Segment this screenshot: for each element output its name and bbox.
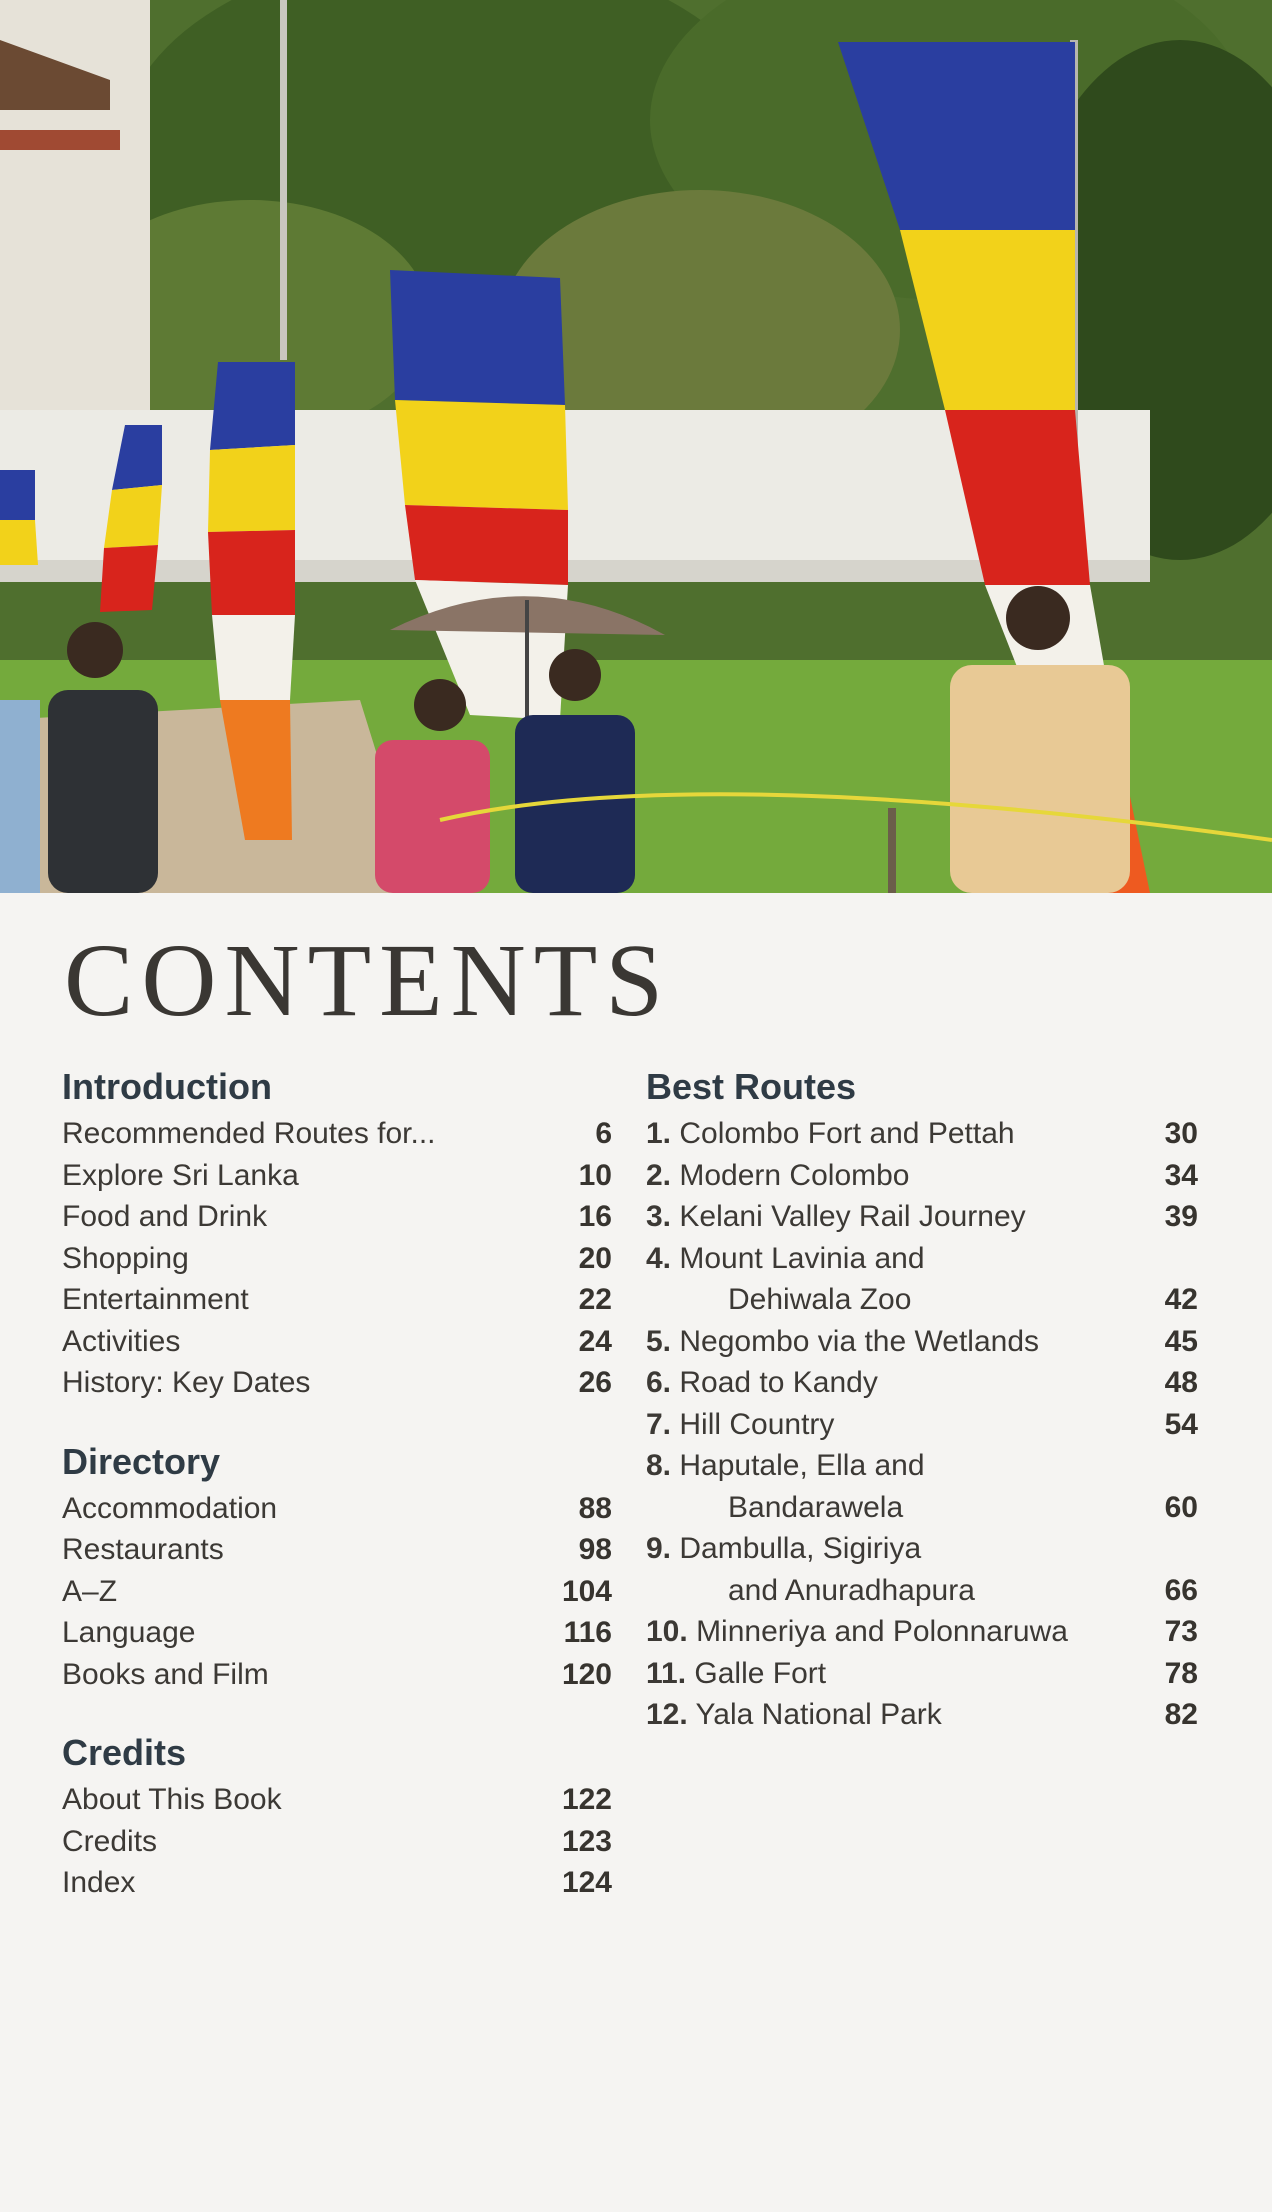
route-number: 4. <box>646 1241 672 1275</box>
toc-entry-page: 26 <box>578 1366 612 1399</box>
toc-entry-label: Shopping <box>62 1241 189 1275</box>
route-entry-label <box>646 1445 925 1528</box>
section-heading: Best Routes <box>646 1066 857 1107</box>
toc-entry[interactable] <box>62 1529 612 1571</box>
temple-flags-scene <box>0 0 1272 893</box>
route-page: 39 <box>1164 1200 1198 1233</box>
toc-entry[interactable] <box>62 1654 612 1696</box>
toc-entry-page: 98 <box>578 1533 612 1566</box>
toc-entry[interactable] <box>62 1196 612 1238</box>
toc-entry[interactable] <box>62 1155 612 1197</box>
route-entry[interactable] <box>646 1113 1198 1155</box>
contents-page <box>0 893 1272 2212</box>
route-entry-label <box>646 1362 878 1404</box>
section-credits <box>62 1731 612 1904</box>
toc-entry-label: Accommodation <box>62 1491 278 1525</box>
route-number: 7. <box>646 1407 672 1441</box>
cover-photo <box>0 0 1272 893</box>
route-number: 1. <box>646 1117 672 1150</box>
toc-entry-label: About This Book <box>62 1783 282 1816</box>
route-entry[interactable] <box>646 1362 1198 1404</box>
toc-entry[interactable] <box>62 1279 612 1321</box>
route-entry-label <box>646 1155 910 1197</box>
toc-entry[interactable] <box>62 1488 612 1530</box>
route-entry[interactable] <box>646 1196 1198 1238</box>
route-entry[interactable] <box>646 1404 1198 1446</box>
route-number: 6. <box>646 1366 672 1399</box>
route-title-continued: and Anuradhapura <box>728 1573 975 1607</box>
toc-entry[interactable] <box>62 1238 612 1280</box>
route-page: 48 <box>1164 1366 1198 1399</box>
route-page: 34 <box>1164 1158 1198 1192</box>
route-entry-label <box>646 1653 826 1695</box>
toc-entry[interactable] <box>62 1321 612 1363</box>
route-entry-label <box>646 1404 834 1446</box>
toc-entry-label: Entertainment <box>62 1283 249 1316</box>
toc-entry-label: A–Z <box>62 1574 118 1608</box>
route-title: Modern Colombo <box>679 1158 910 1192</box>
route-title: Kelani Valley Rail Journey <box>679 1200 1026 1233</box>
toc-entry[interactable] <box>62 1113 612 1155</box>
route-page: 42 <box>1164 1283 1198 1316</box>
left-column <box>62 1065 612 1940</box>
route-title: Dambulla, Sigiriya <box>679 1532 922 1565</box>
toc-entry[interactable] <box>62 1821 612 1863</box>
toc-entry-label: Books and Film <box>62 1657 269 1691</box>
toc-entry-page: 20 <box>578 1241 612 1275</box>
route-entry-label <box>646 1528 975 1611</box>
toc-entry-label: History: Key Dates <box>62 1366 311 1399</box>
route-entry-label <box>646 1238 925 1321</box>
route-entry-label <box>646 1321 1039 1363</box>
toc-entry-label: Activities <box>62 1324 181 1358</box>
toc-entry-page: 123 <box>561 1824 612 1858</box>
toc-entry-page: 10 <box>578 1158 612 1192</box>
toc-entry-page: 124 <box>561 1866 612 1899</box>
route-number: 10. <box>646 1615 688 1648</box>
route-entry[interactable] <box>646 1653 1198 1695</box>
route-entry-label <box>646 1196 1026 1238</box>
section-directory <box>62 1440 612 1696</box>
route-entry[interactable] <box>646 1694 1198 1736</box>
route-number: 2. <box>646 1158 672 1192</box>
route-page: 78 <box>1164 1656 1198 1690</box>
section-heading: Directory <box>62 1440 221 1482</box>
route-entry[interactable] <box>646 1611 1198 1653</box>
toc-entry[interactable] <box>62 1779 612 1821</box>
route-entry[interactable] <box>646 1528 1198 1611</box>
route-title: Road to Kandy <box>679 1366 878 1399</box>
route-entry-label <box>646 1694 942 1736</box>
toc-entry-label: Language <box>62 1616 196 1649</box>
route-number: 5. <box>646 1324 672 1358</box>
route-number: 11. <box>646 1656 687 1690</box>
route-title-continued: Dehiwala Zoo <box>728 1283 912 1316</box>
toc-entry[interactable] <box>62 1362 612 1404</box>
route-title: Hill Country <box>679 1407 835 1441</box>
route-entry[interactable] <box>646 1445 1198 1528</box>
route-page: 30 <box>1164 1117 1198 1150</box>
toc-entry-label: Credits <box>62 1824 158 1858</box>
section-introduction <box>62 1065 612 1404</box>
toc-entry-page: 104 <box>561 1574 612 1608</box>
route-page: 45 <box>1164 1324 1198 1358</box>
toc-entry-label: Index <box>62 1866 136 1899</box>
route-title-continued: Bandarawela <box>728 1490 904 1524</box>
page-title: CONTENTS <box>64 923 672 1038</box>
route-page: 73 <box>1164 1615 1198 1648</box>
route-number: 3. <box>646 1200 672 1233</box>
route-entry[interactable] <box>646 1155 1198 1197</box>
route-title: Yala National Park <box>695 1698 942 1731</box>
toc-entry-page: 16 <box>578 1200 612 1233</box>
toc-entry-page: 122 <box>561 1783 612 1816</box>
toc-entry[interactable] <box>62 1571 612 1613</box>
route-title: Minneriya and Polonnaruwa <box>696 1615 1068 1648</box>
toc-entry-page: 116 <box>563 1616 612 1649</box>
route-page: 66 <box>1164 1573 1198 1607</box>
route-page: 54 <box>1164 1407 1198 1441</box>
toc-entry[interactable] <box>62 1612 612 1654</box>
section-heading: Introduction <box>62 1066 272 1107</box>
route-number: 9. <box>646 1532 672 1565</box>
route-entry-label <box>646 1113 1015 1155</box>
toc-entry-label: Explore Sri Lanka <box>62 1158 299 1192</box>
route-number: 8. <box>646 1449 672 1482</box>
route-title: Colombo Fort and Pettah <box>679 1117 1015 1150</box>
toc-entry-page: 88 <box>578 1491 612 1525</box>
toc-entry-label: Restaurants <box>62 1533 224 1566</box>
route-page: 60 <box>1164 1490 1198 1524</box>
route-title: Mount Lavinia and <box>679 1241 925 1275</box>
toc-entry-page: 6 <box>595 1117 612 1150</box>
toc-entry[interactable] <box>62 1862 612 1904</box>
route-entry-label <box>646 1611 1068 1653</box>
toc-entry-page: 120 <box>561 1657 612 1691</box>
toc-entry-page: 22 <box>578 1283 612 1316</box>
section-heading: Credits <box>62 1732 187 1773</box>
section-best-routes <box>646 1065 1198 1736</box>
route-number: 12. <box>646 1698 688 1731</box>
toc-entry-label: Recommended Routes for... <box>62 1117 436 1150</box>
toc-entry-page: 24 <box>578 1324 612 1358</box>
route-title: Galle Fort <box>694 1656 827 1690</box>
right-column <box>646 1065 1198 1772</box>
route-title: Negombo via the Wetlands <box>679 1324 1040 1358</box>
toc-entry-label: Food and Drink <box>62 1200 268 1233</box>
route-title: Haputale, Ella and <box>679 1449 925 1482</box>
route-entry[interactable] <box>646 1321 1198 1363</box>
route-entry[interactable] <box>646 1238 1198 1321</box>
route-page: 82 <box>1164 1698 1198 1731</box>
